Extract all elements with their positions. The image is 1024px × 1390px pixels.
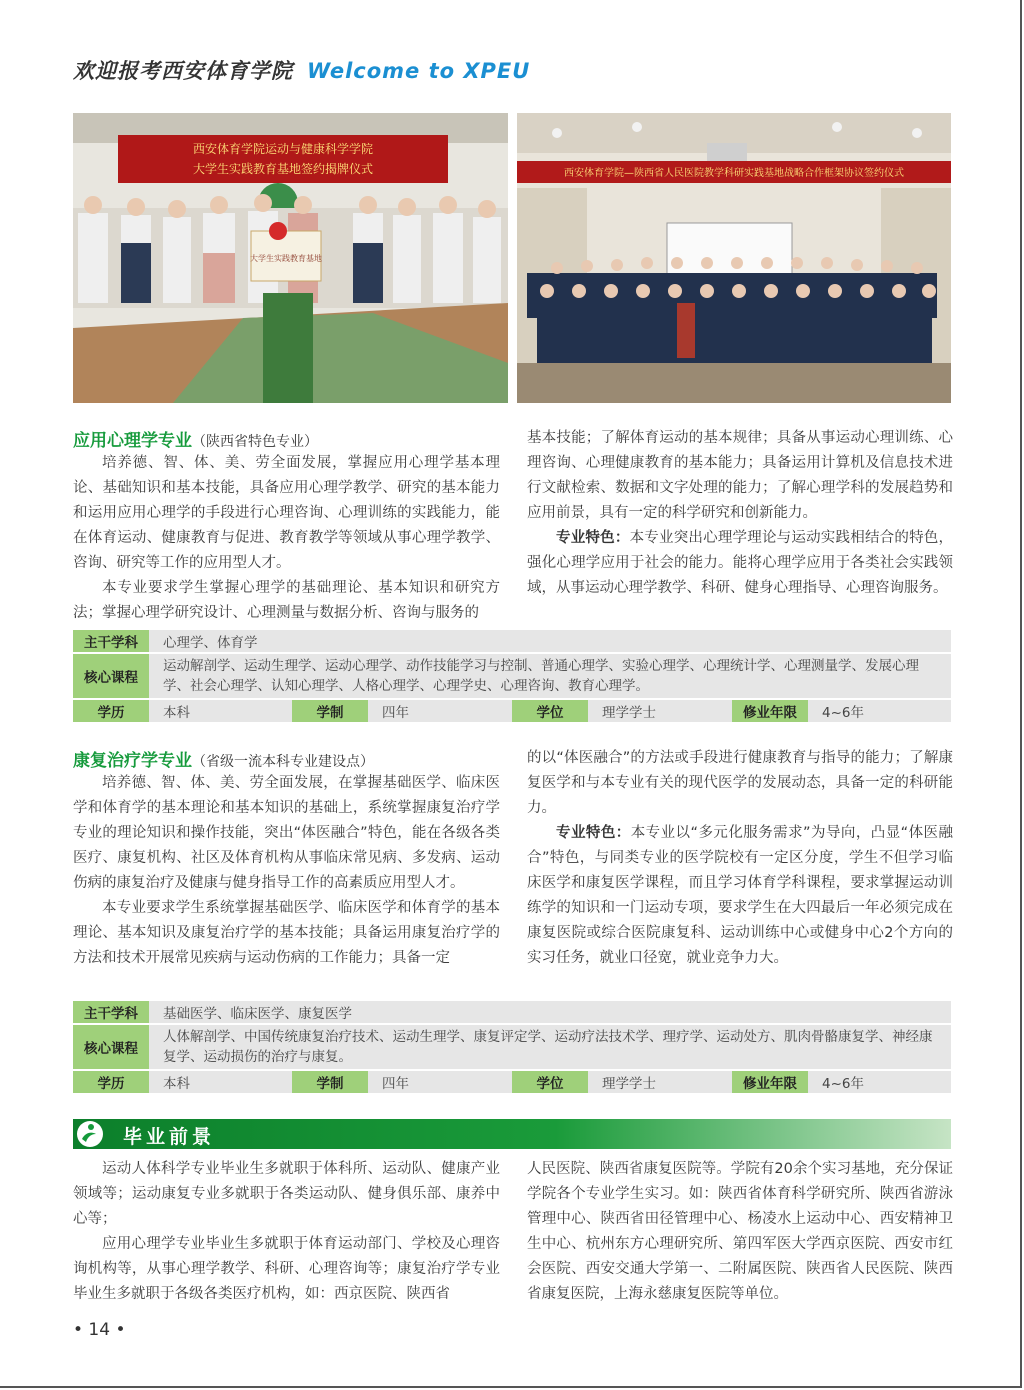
psych-core-value: 运动解剖学、运动生理学、运动心理学、动作技能学习与控制、普通心理学、实验心理学、心理统计学、心理测量学、发展心理学、社会心理学、认知心理学、人格心理学、心理学史、心理咨询、教育心理学。: [149, 654, 951, 698]
psych-edu-value: 本科: [149, 700, 292, 722]
signing-ceremony-photo-right: [517, 113, 951, 403]
psych-paragraph-3: 基本技能；了解体育运动的基本规律；具备从事运动心理训练、心理咨询、心理健康教育的基本能力；具备运用计算机及信息技术进行文献检索、数据和文字处理的能力；了解心理学科的发展趋势和应用前景，具有一定的科学研究和创新能力。: [527, 430, 953, 521]
graduation-title: 毕业前景: [123, 1126, 216, 1148]
psych-main-value: 心理学、体育学: [149, 630, 951, 652]
rehab-main-label: 主干学科: [73, 1001, 149, 1023]
left-banner-line1: 西安体育学院运动与健康科学学院: [192, 142, 374, 156]
header-title-en: Welcome to XPEU: [307, 59, 531, 83]
psych-degree-value: 理学学士: [588, 700, 732, 722]
rehab-feature-text: 本专业以“多元化服务需求”为导向，凸显“体医融合”特色，与同类专业的医学院校有一定区分度，学生不但学习临床医学和康复医学课程，而且学习体育学科课程，要求掌握运动训练学的知识和一门运动专项，要求学生在大四最后一年必须完成在康复医院或综合医院康复科、运动训练中心或健身中心2个方向的实习任务，就业口径宽，就业竞争力大。: [527, 825, 953, 966]
rehab-section-title: [73, 746, 374, 771]
table-row: [73, 1025, 951, 1069]
psych-feature-text: 本专业突出心理学理论与运动实践相结合的特色，强化心理学应用于社会的能力。能将心理学应用于各类社会实践领域，从事运动心理学教学、科研、健身心理指导、心理咨询服务。: [527, 530, 954, 596]
right-banner-text: 西安体育学院—陕西省人民医院教学科研实践基地战略合作框架协议签约仪式: [564, 168, 904, 179]
psych-main-label: 主干学科: [73, 630, 149, 652]
psych-feature-label: 专业特色：: [556, 530, 630, 546]
psych-info-table: [73, 628, 951, 724]
rehab-term-value: 4~6年: [808, 1071, 951, 1093]
psych-right-column: [527, 426, 953, 601]
signing-ceremony-photo-left: [73, 113, 508, 403]
psych-section-title: [73, 426, 318, 451]
rehab-core-value: 人体解剖学、中国传统康复治疗技术、运动生理学、康复评定学、运动疗法技术学、理疗学、运动处方、肌肉骨骼康复学、神经康复学、运动损伤的治疗与康复。: [149, 1025, 951, 1069]
rehab-paragraph-3: 的以“体医融合”的方法或手段进行健康教育与指导的能力；了解康复医学和与本专业有关的现代医学的发展动态，具备一定的科研能力。: [527, 750, 953, 816]
psych-core-label: 核心课程: [73, 654, 149, 698]
rehab-right-column: [527, 746, 953, 971]
graduation-header-bar: [73, 1119, 951, 1149]
psych-paragraph-2: 本专业要求学生掌握心理学的基础理论、基本知识和研究方法；掌握心理学研究设计、心理测量与数据分析、咨询与服务的: [73, 580, 500, 621]
header-title-cn: 欢迎报考西安体育学院: [73, 59, 293, 83]
rehab-paragraph-1: 培养德、智、体、美、劳全面发展，在掌握基础医学、临床医学和体育学的基本理论和基本知识的基础上，系统掌握康复治疗学专业的理论知识和操作技能，突出“体医融合”特色，能在各级各类医疗、康复机构、社区及体育机构从事临床常见病、多发病、运动伤病的康复治疗及健康与健身指导工作的高素质应用型人才。: [73, 775, 500, 891]
graduation-paragraph-1: 运动人体科学专业毕业生多就职于体科所、运动队、健康产业领域等；运动康复专业多就职于各类运动队、健身俱乐部、康养中心等；: [73, 1161, 500, 1227]
psych-left-column: [73, 451, 500, 626]
psych-years-label: 学制: [292, 700, 368, 722]
page-number: • 14 •: [73, 1320, 126, 1340]
left-banner-line2: 大学生实践教育基地签约揭牌仪式: [192, 162, 374, 176]
table-row: [73, 1001, 951, 1023]
graduation-paragraph-3: 人民医院、陕西省康复医院等。学院有20余个实习基地，充分保证学院各个专业学生实习。如：陕西省体育科学研究所、陕西省游泳管理中心、陕西省田径管理中心、杨凌水上运动中心、西安精神卫生中心、杭州东方心理研究所、第四军医大学西京医院、西安市红会医院、西安交通大学第一、二附属医院、陕西省人民医院、陕西省康复医院，上海永慈康复医院等单位。: [527, 1161, 953, 1302]
rehab-degree-value: 理学学士: [588, 1071, 732, 1093]
rehab-info-table: [73, 999, 951, 1095]
graduation-right-column: [527, 1157, 953, 1307]
psych-term-label: 修业年限: [732, 700, 808, 722]
graduation-paragraph-2: 应用心理学专业毕业生多就职于体育运动部门、学校及心理咨询机构等，从事心理学教学、科研、心理咨询等；康复治疗学专业毕业生多就职于各级各类医疗机构，如：西京医院、陕西省: [73, 1236, 500, 1302]
psych-feature-paragraph: [527, 526, 953, 601]
rehab-paragraph-2: 本专业要求学生系统掌握基础医学、临床医学和体育学的基本理论、基本知识及康复治疗学的基本技能；具备运用康复治疗学的方法和技术开展常见疾病与运动伤病的工作能力；具备一定: [73, 900, 500, 966]
rehab-left-column: [73, 771, 500, 971]
psych-title: 应用心理学专业: [73, 431, 192, 451]
left-plaque-text: 大学生实践教育基地: [250, 254, 322, 263]
table-row: [73, 700, 951, 722]
rehab-note: （省级一流本科专业建设点）: [192, 754, 374, 770]
runner-logo-icon: [77, 1121, 103, 1147]
table-row: [73, 654, 951, 698]
page-header: [73, 55, 530, 85]
psych-term-value: 4~6年: [808, 700, 951, 722]
psych-edu-label: 学历: [73, 700, 149, 722]
rehab-title: 康复治疗学专业: [73, 751, 192, 771]
rehab-feature-label: 专业特色：: [556, 825, 631, 841]
rehab-term-label: 修业年限: [732, 1071, 808, 1093]
rehab-edu-label: 学历: [73, 1071, 149, 1093]
rehab-degree-label: 学位: [512, 1071, 588, 1093]
table-row: [73, 630, 951, 652]
table-row: [73, 1071, 951, 1093]
graduation-left-column: [73, 1157, 500, 1307]
psych-note: （陕西省特色专业）: [192, 434, 318, 450]
rehab-main-value: 基础医学、临床医学、康复医学: [149, 1001, 951, 1023]
rehab-core-label: 核心课程: [73, 1025, 149, 1069]
rehab-edu-value: 本科: [149, 1071, 292, 1093]
psych-paragraph-1: 培养德、智、体、美、劳全面发展，掌握应用心理学基本理论、基础知识和基本技能，具备应用心理学教学、研究的基本能力和运用应用心理学的手段进行心理咨询、心理训练的实践能力，能在体育运动、健康教育与促进、教育教学等领域从事心理学教学、咨询、研究等工作的应用型人才。: [73, 455, 500, 571]
rehab-years-label: 学制: [292, 1071, 368, 1093]
rehab-feature-paragraph: [527, 821, 953, 971]
psych-years-value: 四年: [368, 700, 512, 722]
psych-degree-label: 学位: [512, 700, 588, 722]
rehab-years-value: 四年: [368, 1071, 512, 1093]
